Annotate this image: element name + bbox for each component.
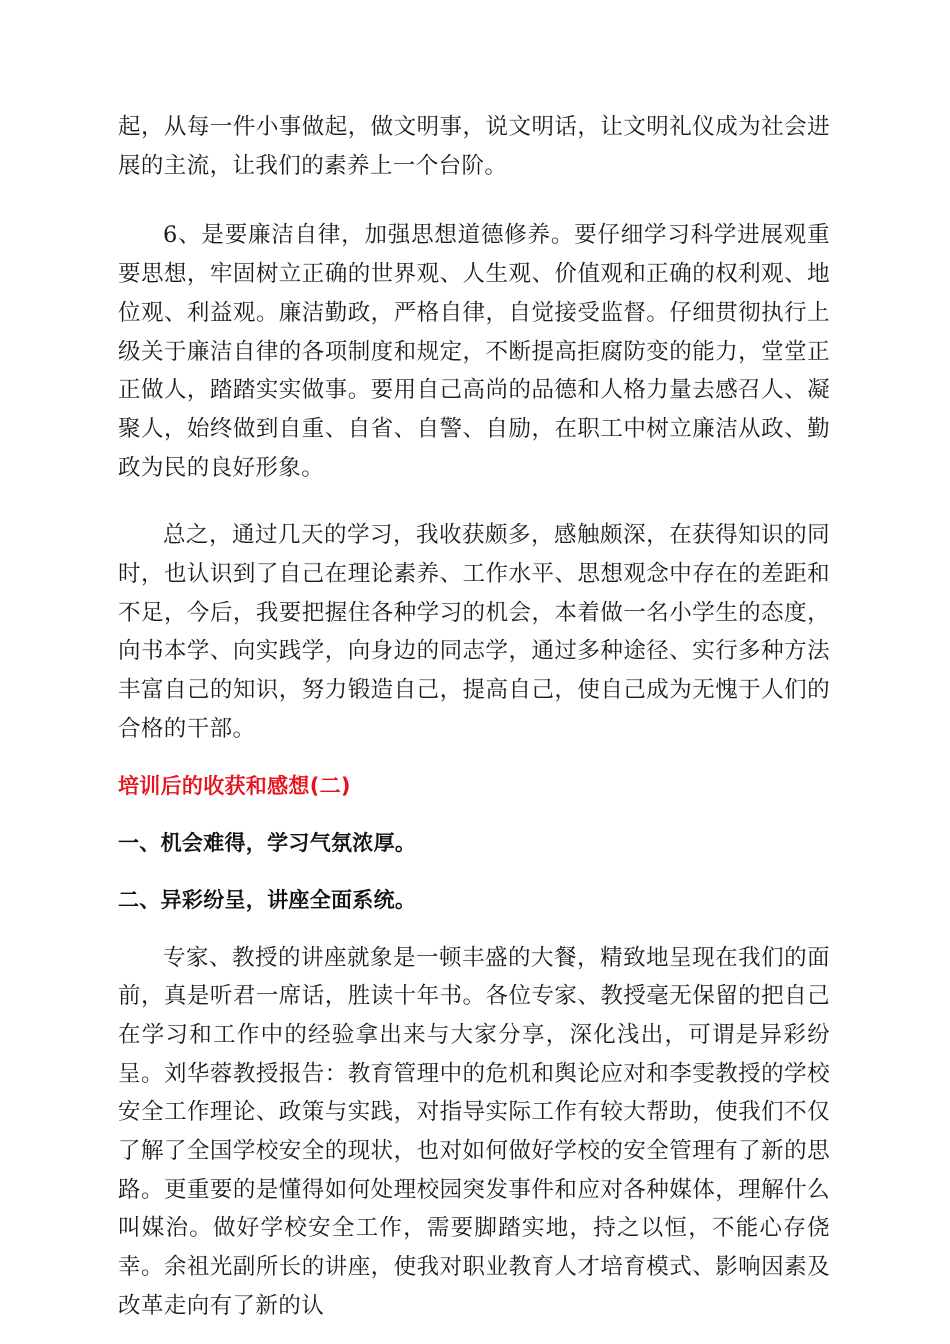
paragraph-summary: 总之，通过几天的学习，我收获颇多，感触颇深，在获得知识的同时，也认识到了自己在理论素养、工作水平、思想观念中存在的差距和不足，今后，我要把握住各种学习的机会，本着做一名小学生的态度，向书本学、向实践学，向身边的同志学，通过多种途径、实行多种方法丰富自己的知识，努力锻造自己，提高自己，使自己成为无愧于人们的合格的干部。 [118, 522, 830, 742]
paragraph-continuation: 起，从每一件小事做起，做文明事，说文明话，让文明礼仪成为社会进展的主流，让我们的素养上一个台阶。 [118, 114, 830, 179]
paragraph-lectures: 专家、教授的讲座就象是一顿丰盛的大餐，精致地呈现在我们的面前，真是听君一席话，胜读十年书。各位专家、教授毫无保留的把自己在学习和工作中的经验拿出来与大家分享，深化浅出，可谓是异彩纷呈。刘华蓉教授报告：教育管理中的危机和舆论应对和李雯教授的学校安全工作理论、政策与实践，对指导实际工作有较大帮助，使我们不仅了解了全国学校安全的现状，也对如何做好学校的安全管理有了新的思路。更重要的是懂得如何处理校园突发事件和应对各种媒体，理解什么叫媒治。做好学校安全工作，需要脚踏实地，持之以恒，不能心存侥幸。余祖光副所长的讲座，使我对职业教育人才培育模式、影响因素及改革走向有了新的认 [118, 944, 830, 1319]
section-title: 培训后的收获和感想(二) [118, 773, 351, 798]
document-page [118, 108, 830, 1326]
subheading-lectures: 二、异彩纷呈，讲座全面系统。 [118, 887, 417, 912]
subheading-opportunity: 一、机会难得，学习气氛浓厚。 [118, 830, 417, 855]
paragraph-integrity: 6、是要廉洁自律，加强思想道德修养。要仔细学习科学进展观重要思想，牢固树立正确的世界观、人生观、价值观和正确的权利观、地位观、利益观。廉洁勤政，严格自律，自觉接受监督。仔细贯彻执行上级关于廉洁自律的各项制度和规定，不断提高拒腐防变的能力，堂堂正正做人，踏踏实实做事。要用自己高尚的品德和人格力量去感召人、凝聚人，始终做到自重、自省、自警、自励，在职工中树立廉洁从政、勤政为民的良好形象。 [118, 222, 830, 481]
